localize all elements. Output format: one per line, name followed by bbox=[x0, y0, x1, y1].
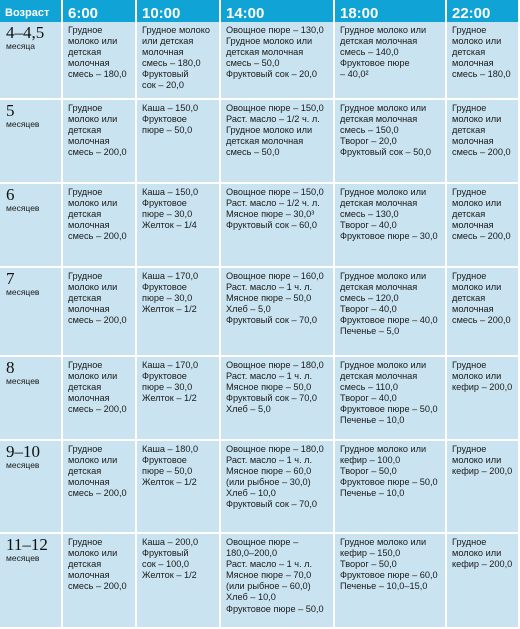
header-age: Возраст bbox=[0, 0, 62, 22]
age-value: 11–12 bbox=[6, 535, 48, 554]
meal-cell-1000: Грудное молоко или детская молочная смесь – 180,0 Фруктовый сок – 20,0 bbox=[136, 22, 220, 99]
meal-cell-1000: Каша – 200,0 Фруктовый сок – 100,0 Желток – 1/2 bbox=[136, 533, 220, 628]
meal-cell-1000: Каша – 150,0 Фруктовое пюре – 30,0 Желток – 1/4 bbox=[136, 183, 220, 267]
header-time-0600: 6:00 bbox=[62, 0, 136, 22]
meal-cell-2200: Грудное молоко или кефир – 200,0 bbox=[446, 440, 519, 533]
meal-cell-0600: Грудное молоко или детская молочная смесь – 200,0 bbox=[62, 183, 136, 267]
age-value: 9–10 bbox=[6, 442, 40, 461]
meal-cell-2200: Грудное молоко или детская молочная смесь – 180,0 bbox=[446, 22, 519, 99]
meal-cell-0600: Грудное молоко или детская молочная смесь – 200,0 bbox=[62, 356, 136, 440]
age-cell bbox=[0, 99, 62, 183]
meal-cell-0600: Грудное молоко или детская молочная смесь – 200,0 bbox=[62, 533, 136, 628]
header-time-1000: 10:00 bbox=[136, 0, 220, 22]
meal-cell-1800: Грудное молоко или детская молочная смесь – 150,0 Творог – 20,0 Фруктовый сок – 50,0 bbox=[334, 99, 446, 183]
meal-cell-1800: Грудное молоко или детская молочная смесь – 110,0 Творог – 40,0 Фруктовое пюре – 50,0 Печенье – 10,0 bbox=[334, 356, 446, 440]
meal-cell-1400: Овощное пюре – 150,0 Раст. масло – 1/2 ч. л. Грудное молоко или детская молочная смесь – 50,0 bbox=[220, 99, 334, 183]
table-row bbox=[0, 533, 519, 628]
header-time-2200: 22:00 bbox=[446, 0, 519, 22]
meal-cell-1800: Грудное молоко или детская молочная смесь – 120,0 Творог – 40,0 Фруктовое пюре – 40,0 Печенье – 5,0 bbox=[334, 267, 446, 356]
meal-cell-0600: Грудное молоко или детская молочная смесь – 180,0 bbox=[62, 22, 136, 99]
meal-cell-1800: Грудное молоко или детская молочная смесь – 140,0 Фруктовое пюре – 40,0² bbox=[334, 22, 446, 99]
age-unit: месяцев bbox=[6, 119, 40, 129]
age-value: 5 bbox=[6, 101, 15, 120]
header-row bbox=[0, 0, 519, 22]
table-row bbox=[0, 183, 519, 267]
header-time-1400: 14:00 bbox=[220, 0, 334, 22]
table-row bbox=[0, 356, 519, 440]
age-unit: месяцев bbox=[6, 287, 40, 297]
meal-cell-1800: Грудное молоко или детская молочная смесь – 130,0 Творог – 40,0 Фруктовое пюре – 30,0 bbox=[334, 183, 446, 267]
meal-cell-1000: Каша – 150,0 Фруктовое пюре – 50,0 bbox=[136, 99, 220, 183]
meal-cell-1400: Овощное пюре – 180,0–200,0 Раст. масло – 1 ч. л. Мясное пюре – 70,0 (или рыбное – 60,0) Хлеб – 10,0 Фруктовое пюре – 50,0 bbox=[220, 533, 334, 628]
meal-cell-2200: Грудное молоко или детская молочная смесь – 200,0 bbox=[446, 183, 519, 267]
age-value: 4–4,5 bbox=[6, 23, 45, 42]
age-value: 7 bbox=[6, 269, 15, 288]
table-row bbox=[0, 440, 519, 533]
age-cell bbox=[0, 267, 62, 356]
age-cell bbox=[0, 183, 62, 267]
meal-cell-1000: Каша – 170,0 Фруктовое пюре – 30,0 Желток – 1/2 bbox=[136, 267, 220, 356]
age-unit: месяцев bbox=[6, 460, 40, 470]
meal-cell-1000: Каша – 180,0 Фруктовое пюре – 50,0 Желток – 1/2 bbox=[136, 440, 220, 533]
meal-cell-2200: Грудное молоко или кефир – 200,0 bbox=[446, 356, 519, 440]
meal-cell-1400: Овощное пюре – 180,0 Раст. масло – 1 ч. л. Мясное пюре – 60,0 (или рыбное – 30,0) Хлеб – 10,0 Фруктовый сок – 70,0 bbox=[220, 440, 334, 533]
meal-cell-2200: Грудное молоко или детская молочная смесь – 200,0 bbox=[446, 99, 519, 183]
age-unit: месяца bbox=[6, 41, 36, 51]
meal-cell-2200: Грудное молоко или детская молочная смесь – 200,0 bbox=[446, 267, 519, 356]
meal-cell-1000: Каша – 170,0 Фруктовое пюре – 30,0 Желток – 1/2 bbox=[136, 356, 220, 440]
age-unit: месяцев bbox=[6, 553, 40, 563]
age-value: 6 bbox=[6, 185, 15, 204]
meal-cell-1400: Овощное пюре – 160,0 Раст. масло – 1 ч. л. Мясное пюре – 50,0 Хлеб – 5,0 Фруктовый сок – 70,0 bbox=[220, 267, 334, 356]
meal-cell-0600: Грудное молоко или детская молочная смесь – 200,0 bbox=[62, 440, 136, 533]
meal-cell-1400: Овощное пюре – 130,0 Грудное молоко или детская молочная смесь – 50,0 Фруктовый сок – 20,0 bbox=[220, 22, 334, 99]
header-time-1800: 18:00 bbox=[334, 0, 446, 22]
meal-cell-1800: Грудное молоко или кефир – 150,0 Творог – 50,0 Фруктовое пюре – 60,0 Печенье – 10,0–15,0 bbox=[334, 533, 446, 628]
age-cell bbox=[0, 440, 62, 533]
age-cell bbox=[0, 22, 62, 99]
age-cell bbox=[0, 533, 62, 628]
age-cell bbox=[0, 356, 62, 440]
age-unit: месяцев bbox=[6, 376, 40, 386]
meal-cell-1800: Грудное молоко или кефир – 100,0 Творог – 50,0 Фруктовое пюре – 50,0 Печенье – 10,0 bbox=[334, 440, 446, 533]
table-row bbox=[0, 267, 519, 356]
meal-cell-1400: Овощное пюре – 180,0 Раст. масло – 1 ч. л. Мясное пюре – 50,0 Фруктовый сок – 70,0 Хлеб – 5,0 bbox=[220, 356, 334, 440]
table-row bbox=[0, 99, 519, 183]
age-unit: месяцев bbox=[6, 203, 40, 213]
meal-cell-2200: Грудное молоко или кефир – 200,0 bbox=[446, 533, 519, 628]
age-value: 8 bbox=[6, 358, 15, 377]
meal-cell-0600: Грудное молоко или детская молочная смесь – 200,0 bbox=[62, 267, 136, 356]
meal-cell-0600: Грудное молоко или детская молочная смесь – 200,0 bbox=[62, 99, 136, 183]
meal-cell-1400: Овощное пюре – 150,0 Раст. масло – 1/2 ч. л. Мясное пюре – 30,0³ Фруктовый сок – 60,0 bbox=[220, 183, 334, 267]
table-row bbox=[0, 22, 519, 99]
